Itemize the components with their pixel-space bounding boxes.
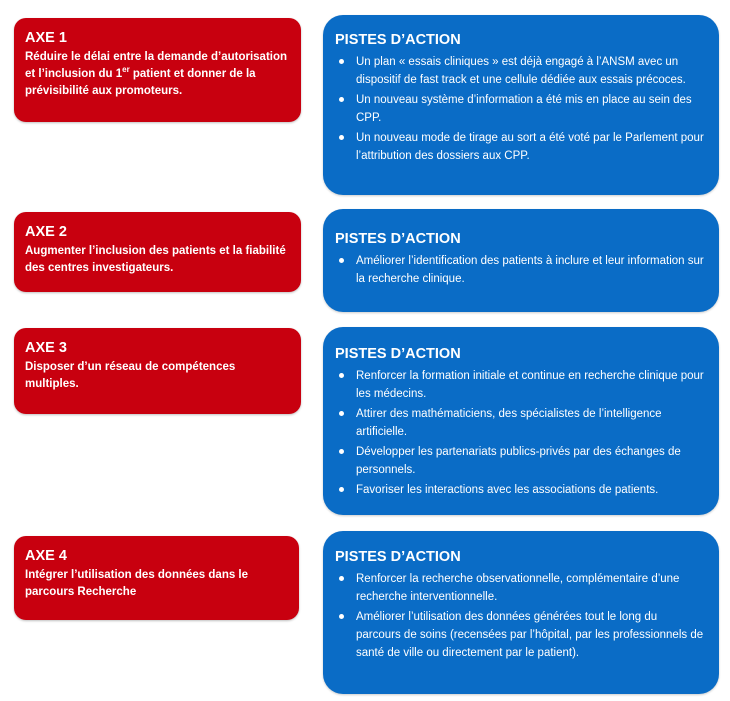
bullet-icon [339,411,344,416]
bullet-icon [339,59,344,64]
list-item: Un nouveau système d’information a été mis en place au sein des CPP. [335,91,705,127]
axe-1-title: AXE 1 [25,30,67,46]
bullet-icon [339,97,344,102]
list-item: Renforcer la formation initiale et continue en recherche clinique pour les médecins. [335,367,705,403]
axe-3-box [14,328,301,414]
pistes-2-box [323,209,719,312]
axe-1-box [14,18,301,122]
pistes-4-title: PISTES D’ACTION [335,549,461,565]
bullet-icon [339,614,344,619]
axe-3-title: AXE 3 [25,340,67,356]
bullet-icon [339,135,344,140]
pistes-1-list [335,53,705,165]
pistes-1-title: PISTES D’ACTION [335,32,461,48]
bullet-icon [339,258,344,263]
list-item: Améliorer l’identification des patients à inclure et leur information sur la recherche clinique. [335,252,705,288]
list-item: Développer les partenariats publics-privés par des échanges de personnels. [335,443,705,479]
pistes-4-list [335,570,705,662]
axe-4-description: Intégrer l’utilisation des données dans le parcours Recherche [25,569,249,598]
list-item: Renforcer la recherche observationnelle, complémentaire d’une recherche interventionnelle. [335,570,705,606]
list-item: Attirer des mathématiciens, des spécialistes de l’intelligence artificielle. [335,405,705,441]
pistes-3-list [335,367,705,499]
axe-3-description: Disposer d’un réseau de compétences multiples. [25,361,236,390]
axe-2-box [14,212,301,292]
pistes-2-list [335,252,705,288]
bullet-icon [339,373,344,378]
axe-4-box [14,536,299,620]
pistes-3-box [323,327,719,515]
bullet-icon [339,449,344,454]
list-item: Favoriser les interactions avec les associations de patients. [335,481,705,499]
list-item: Améliorer l’utilisation des données générées tout le long du parcours de soins (recensées par l’hôpital, par les professionnels de santé de ville ou directement par le patient). [335,608,705,662]
axe-2-description: Augmenter l’inclusion des patients et la fiabilité des centres investigateurs. [25,245,286,274]
list-item: Un plan « essais cliniques » est déjà engagé à l’ANSM avec un dispositif de fast track et une cellule dédiée aux essais précoces. [335,53,705,89]
bullet-icon [339,576,344,581]
axe-1-description: Réduire le délai entre la demande d’autorisation et l’inclusion du 1er patient et donner de la prévisibilité aux promoteurs. [25,51,288,97]
pistes-4-box [323,531,719,694]
axe-2-title: AXE 2 [25,224,67,240]
bullet-icon [339,487,344,492]
pistes-2-title: PISTES D’ACTION [335,231,461,247]
list-item: Un nouveau mode de tirage au sort a été voté par le Parlement pour l’attribution des dossiers aux CPP. [335,129,705,165]
axe-4-title: AXE 4 [25,548,67,564]
pistes-3-title: PISTES D’ACTION [335,346,461,362]
pistes-1-box [323,15,719,195]
